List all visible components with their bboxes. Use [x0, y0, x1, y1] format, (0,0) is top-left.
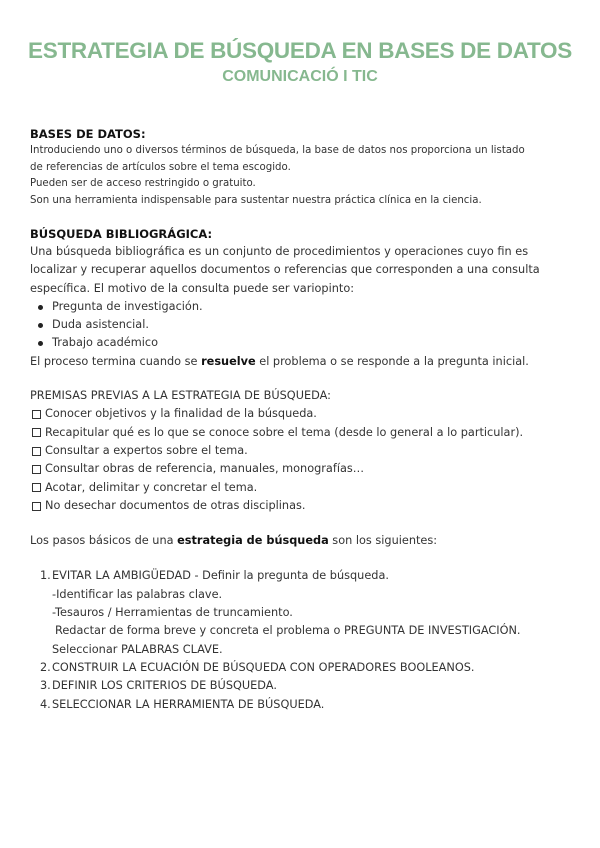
checkbox-icon [32, 465, 41, 474]
checkbox-icon [32, 410, 41, 419]
step-number: 1. [40, 569, 51, 583]
step-number: 3. [40, 679, 51, 693]
checklist-item [30, 479, 575, 497]
step-sub-line: Seleccionar PALABRAS CLAVE. [52, 642, 223, 656]
pasos-intro-text-2: son los siguientes: [328, 534, 438, 548]
biblio-closing-text-1: El proceso termina cuando se [30, 354, 202, 368]
biblio-intro-2: localizar y recuperar aquellos documentos o referencias que corresponden a una consulta [30, 263, 540, 277]
checklist-item-label: Acotar, delimitar y concretar el tema. [45, 480, 258, 494]
premisas-checklist [30, 405, 575, 515]
checklist-item [30, 424, 575, 442]
step-label: CONSTRUIR LA ECUACIÓN DE BÚSQUEDA CON OPERADORES BOOLEANOS. [52, 660, 475, 674]
document-subtitle: COMUNICACIÓ I TIC [222, 68, 378, 85]
biblio-closing [30, 353, 575, 371]
pasos-intro-bold: estrategia de búsqueda [177, 534, 329, 548]
checkbox-icon [32, 483, 41, 492]
bases-heading: BASES DE DATOS: [30, 127, 146, 141]
checklist-item [30, 460, 575, 478]
step-sub-line: -Tesauros / Herramientas de truncamiento. [52, 606, 293, 620]
step-item [40, 677, 575, 695]
bases-line-1: Introduciendo uno o diversos términos de búsqueda, la base de datos nos proporciona un listado [30, 145, 525, 156]
checklist-item-label: Conocer objetivos y la finalidad de la búsqueda. [45, 407, 317, 421]
checklist-item-label: Recapitular qué es lo que se conoce sobre el tema (desde lo general a lo particular). [45, 425, 524, 439]
checkbox-icon [32, 447, 41, 456]
biblio-bullet-list [30, 298, 575, 353]
checklist-item [30, 405, 575, 423]
bases-line-3: Pueden ser de acceso restringido o gratuito. [30, 178, 256, 189]
bases-line-4: Son una herramienta indispensable para sustentar nuestra práctica clínica en la ciencia. [30, 194, 482, 206]
step-number: 2. [40, 660, 51, 674]
step-item [40, 696, 575, 714]
step-label: DEFINIR LOS CRITERIOS DE BÚSQUEDA. [52, 679, 277, 693]
list-item: Pregunta de investigación. [52, 298, 575, 316]
step-sub-line: Redactar de forma breve y concreta el problema o PREGUNTA DE INVESTIGACIÓN. [55, 624, 521, 638]
checklist-item-label: No desechar documentos de otras disciplinas. [45, 498, 306, 512]
step-item [40, 567, 575, 658]
bases-line-2: de referencias de artículos sobre el tema escogido. [30, 161, 291, 173]
document-title: ESTRATEGIA DE BÚSQUEDA EN BASES DE DATOS [28, 38, 572, 63]
biblio-closing-bold: resuelve [201, 354, 256, 368]
pasos-list [30, 567, 575, 713]
pasos-intro-text-1: Los pasos básicos de una [30, 534, 178, 548]
biblio-heading: BÚSQUEDA BIBLIOGRÁGICA: [30, 227, 213, 241]
document-body [30, 125, 575, 714]
list-item: Duda asistencial. [52, 316, 575, 334]
checklist-item [30, 497, 575, 515]
biblio-closing-text-2: el problema o se responde a la pregunta inicial. [255, 354, 529, 368]
step-sub-line: -Identificar las palabras clave. [52, 587, 223, 601]
premisas-heading: PREMISAS PREVIAS A LA ESTRATEGIA DE BÚSQUEDA: [30, 389, 331, 403]
step-label: EVITAR LA AMBIGÜEDAD - Definir la pregunta de búsqueda. [52, 569, 389, 583]
list-item: Trabajo académico [52, 334, 575, 352]
checklist-item-label: Consultar a expertos sobre el tema. [45, 443, 248, 457]
biblio-intro-1: Una búsqueda bibliográfica es un conjunto de procedimientos y operaciones cuyo fin es [30, 245, 529, 258]
step-item [40, 659, 575, 677]
biblio-intro-3: específica. El motivo de la consulta puede ser variopinto: [30, 281, 355, 295]
checklist-item-label: Consultar obras de referencia, manuales, monografías… [45, 462, 365, 476]
step-label: SELECCIONAR LA HERRAMIENTA DE BÚSQUEDA. [52, 697, 325, 711]
step-number: 4. [40, 697, 51, 711]
checkbox-icon [32, 502, 41, 511]
checkbox-icon [32, 428, 41, 437]
checklist-item [30, 442, 575, 460]
pasos-intro [30, 532, 575, 550]
